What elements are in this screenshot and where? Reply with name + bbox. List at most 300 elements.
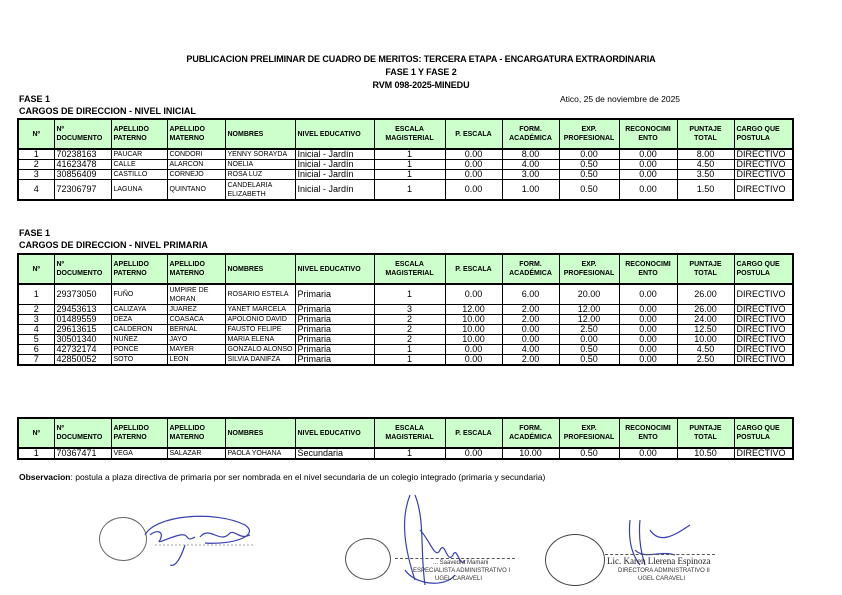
cell-exp-profesional: 0.00 [559,149,619,160]
header-label: ENTO [638,434,658,441]
col-escala-magisterial [374,119,445,149]
header-label: Nº [56,261,65,268]
cell-exp-profesional: 0.50 [559,180,619,201]
col-documento [54,254,111,284]
cell-reconocimiento: 0.00 [619,160,677,170]
header-label: Nº [32,429,41,437]
header-label: CARGO QUE [736,425,780,432]
table-nivel-primaria [17,253,794,366]
cell-nivel-educativo: Primaria [295,355,374,366]
cell-cargo-postula: DIRECTIVO [734,355,793,366]
header-label: RECONOCIMI [625,261,671,268]
cell-puntaje-total: 12.50 [677,325,734,335]
cell-nivel-educativo: Primaria [295,325,374,335]
cell-apellido-materno: QUINTANO [167,180,225,201]
cell-form-academica: 3.00 [502,170,559,180]
table-row [18,305,793,315]
cell-documento: 29613615 [54,325,111,335]
cell-nombres: YANET MARCELA [225,305,295,315]
cell-reconocimiento: 0.00 [619,305,677,315]
cell-apellido-materno: CORNEJO [167,170,225,180]
header-label: PROFESIONAL [563,270,615,277]
cell-documento: 01489559 [54,315,111,325]
col-cargo-postula [734,254,793,284]
cell-form-academica: 10.00 [502,448,559,459]
header-label: DOCUMENTO [56,434,103,441]
cell-exp-profesional: 20.00 [559,284,619,305]
header-label: CARGO QUE [736,126,780,133]
table-nivel-inicial [17,118,794,201]
signer-2-role: ESPECIALISTA ADMINISTRATIVO I [413,568,511,574]
cell-reconocimiento: 0.00 [619,170,677,180]
table-row [18,160,793,170]
cell-reconocimiento: 0.00 [619,180,677,201]
cell-exp-profesional: 0.50 [559,160,619,170]
cell-apellido-paterno: CALLE [111,160,167,170]
cell-reconocimiento: 0.00 [619,284,677,305]
col-reconocimiento [619,418,677,448]
cell-nivel-educativo: Primaria [295,335,374,345]
header-label: APELLIDO [169,261,205,268]
table-row [18,335,793,345]
cell-exp-profesional: 0.50 [559,170,619,180]
header-label: Nº [32,265,41,273]
header-label: PROFESIONAL [563,135,615,142]
cell-apellido-materno: COASACA [167,315,225,325]
cell-apellido-materno: JAYO [167,335,225,345]
header-label: ACADÉMICA [509,135,552,142]
cell-nombres: FAUSTO FELIPE [225,325,295,335]
header-label: MATERNO [169,270,205,277]
cell-n: 1 [18,284,54,305]
cell-puntaje-total: 4.50 [677,160,734,170]
table-row [18,284,793,305]
header-label: POSTULA [736,270,770,277]
cell-puntaje-total: 1.50 [677,180,734,201]
cell-n: 5 [18,335,54,345]
header-label: ESCALA [395,261,424,268]
section-2-phase: FASE 1 [19,228,51,238]
table-header-row [18,254,793,284]
cell-escala-magisterial: 1 [374,448,445,459]
cell-nombres: APOLONIO DAVID [225,315,295,325]
handwritten-signature-icon [385,490,475,590]
cell-puntaje-total: 26.00 [677,305,734,315]
table-row [18,180,793,201]
cell-reconocimiento: 0.00 [619,325,677,335]
document-subtitle: FASE 1 Y FASE 2 [385,67,457,77]
header-label: ENTO [638,270,658,277]
table-row [18,448,793,459]
cell-exp-profesional: 0.50 [559,448,619,459]
header-label: MATERNO [169,434,205,441]
cell-n: 6 [18,345,54,355]
col-apellido-materno [167,418,225,448]
cell-reconocimiento: 0.00 [619,345,677,355]
signer-3-role: DIRECTORA ADMINISTRATIVO II [618,568,710,574]
header-label: DOCUMENTO [56,270,103,277]
document-date: Atico, 25 de noviembre de 2025 [560,94,681,104]
document-title: PUBLICACION PRELIMINAR DE CUADRO DE MERITOS: TERCERA ETAPA - ENCARGATURA EXTRAORDINARIA [186,54,656,64]
cell-documento: 70367471 [54,448,111,459]
signature-block-3 [540,520,720,595]
cell-nivel-educativo: Inicial - Jardín [295,180,374,201]
cell-escala-magisterial: 1 [374,149,445,160]
col-p-escala [445,418,502,448]
cell-nombres: YENNY SORAYDA [225,149,295,160]
signature-block-1 [95,505,265,575]
col-nombres [225,119,295,149]
cell-escala-magisterial: 2 [374,335,445,345]
cell-form-academica: 8.00 [502,149,559,160]
cell-reconocimiento: 0.00 [619,149,677,160]
col-exp-profesional [559,254,619,284]
col-nivel-educativo [295,119,374,149]
table-row [18,325,793,335]
header-label: APELLIDO [113,425,149,432]
cell-escala-magisterial: 1 [374,180,445,201]
table-row [18,355,793,366]
cell-nombres: GONZALO ALONSO [225,345,295,355]
col-escala-magisterial [374,254,445,284]
table-header-row [18,418,793,448]
header-label: NIVEL EDUCATIVO [297,429,361,437]
header-label: Nº [56,126,65,133]
header-label: POSTULA [736,135,770,142]
cell-puntaje-total: 8.00 [677,149,734,160]
col-apellido-paterno [111,254,167,284]
cell-apellido-materno: BERNAL [167,325,225,335]
cell-nivel-educativo: Primaria [295,315,374,325]
cell-reconocimiento: 0.00 [619,315,677,325]
col-reconocimiento [619,119,677,149]
cell-cargo-postula: DIRECTIVO [734,160,793,170]
cell-escala-magisterial: 1 [374,345,445,355]
cell-puntaje-total: 24.00 [677,315,734,325]
cell-p-escala: 10.00 [445,325,502,335]
cell-documento: 30856409 [54,170,111,180]
cell-puntaje-total: 2.50 [677,355,734,366]
col-documento [54,119,111,149]
cell-form-academica: 0.00 [502,325,559,335]
cell-cargo-postula: DIRECTIVO [734,315,793,325]
cell-form-academica: 2.00 [502,305,559,315]
header-label: MAGISTERIAL [385,434,434,441]
col-nivel-educativo [295,254,374,284]
cell-p-escala: 0.00 [445,180,502,201]
cell-escala-magisterial: 1 [374,160,445,170]
cell-form-academica: 1.00 [502,180,559,201]
cell-apellido-paterno: NUÑEZ [111,335,167,345]
cell-nombres: PAOLA YOHANA [225,448,295,459]
col-apellido-materno [167,254,225,284]
cell-puntaje-total: 3.50 [677,170,734,180]
col-reconocimiento [619,254,677,284]
header-label: NIVEL EDUCATIVO [297,130,361,138]
col-apellido-paterno [111,418,167,448]
cell-form-academica: 6.00 [502,284,559,305]
header-label: APELLIDO [113,261,149,268]
cell-escala-magisterial: 2 [374,315,445,325]
cell-puntaje-total: 26.00 [677,284,734,305]
cell-n: 3 [18,170,54,180]
cell-exp-profesional: 0.50 [559,345,619,355]
col-documento [54,418,111,448]
cell-cargo-postula: DIRECTIVO [734,335,793,345]
cell-apellido-paterno: CALDERON [111,325,167,335]
table-row [18,315,793,325]
cell-apellido-materno: SALAZAR [167,448,225,459]
header-label: TOTAL [694,434,717,441]
observation-label: Observacion [19,472,71,482]
cell-puntaje-total: 10.00 [677,335,734,345]
cell-form-academica: 2.00 [502,355,559,366]
header-label: PATERNO [113,434,147,441]
table-secundaria [17,417,794,460]
cell-p-escala: 0.00 [445,345,502,355]
header-label: MATERNO [169,135,205,142]
cell-n: 4 [18,180,54,201]
cell-n: 3 [18,315,54,325]
col-nombres [225,418,295,448]
header-label: APELLIDO [169,425,205,432]
header-label: EXP. [581,425,597,432]
cell-apellido-paterno: VEGA [111,448,167,459]
table-row [18,170,793,180]
col-p-escala [445,119,502,149]
cell-apellido-paterno: SOTO [111,355,167,366]
cell-cargo-postula: DIRECTIVO [734,448,793,459]
cell-apellido-paterno: CASTILLO [111,170,167,180]
cell-p-escala: 10.00 [445,315,502,325]
signer-3-org: UGEL CARAVELI [638,576,686,582]
official-seal-icon [545,534,605,586]
cell-exp-profesional: 0.50 [559,355,619,366]
signer-2-name: ... Saavedra Mamani [433,560,489,566]
header-label: FORM. [519,425,542,432]
col-apellido-paterno [111,119,167,149]
signature-line [605,554,715,555]
cell-n: 1 [18,149,54,160]
col-p-escala [445,254,502,284]
col-form-academica [502,254,559,284]
cell-cargo-postula: DIRECTIVO [734,284,793,305]
cell-exp-profesional: 12.00 [559,315,619,325]
cell-nombres: SILVIA DANIFZA [225,355,295,366]
header-label: Nº [56,425,65,432]
cell-escala-magisterial: 3 [374,305,445,315]
cell-form-academica: 0.00 [502,335,559,345]
table-header-row [18,119,793,149]
cell-apellido-paterno: LAGUNA [111,180,167,201]
resolution-number: RVM 098-2025-MINEDU [372,80,470,90]
col-n [18,119,54,149]
cell-cargo-postula: DIRECTIVO [734,149,793,160]
cell-p-escala: 12.00 [445,305,502,315]
cell-nombres: ROSARIO ESTELA [225,284,295,305]
col-nivel-educativo [295,418,374,448]
col-apellido-materno [167,119,225,149]
cell-p-escala: 10.00 [445,335,502,345]
cell-documento: 41623478 [54,160,111,170]
table-row [18,149,793,160]
cell-reconocimiento: 0.00 [619,448,677,459]
cell-cargo-postula: DIRECTIVO [734,170,793,180]
cell-apellido-materno: UMPIRE DE MORAN [167,284,225,305]
header-label: TOTAL [694,270,717,277]
cell-escala-magisterial: 1 [374,284,445,305]
header-label: POSTULA [736,434,770,441]
cell-cargo-postula: DIRECTIVO [734,305,793,315]
header-label: NOMBRES [227,265,264,273]
cell-reconocimiento: 0.00 [619,355,677,366]
signer-3-name: Lic. Karen Llerena Espinoza [607,556,711,566]
header-label: DOCUMENTO [56,135,103,142]
header-label: EXP. [581,261,597,268]
cell-nivel-educativo: Inicial - Jardín [295,149,374,160]
header-label: RECONOCIMI [625,425,671,432]
header-label: PATERNO [113,270,147,277]
cell-apellido-paterno: DEZA [111,315,167,325]
cell-apellido-paterno: FUÑO [111,284,167,305]
header-label: APELLIDO [169,126,205,133]
col-cargo-postula [734,119,793,149]
cell-reconocimiento: 0.00 [619,335,677,345]
header-label: PATERNO [113,135,147,142]
cell-escala-magisterial: 2 [374,325,445,335]
cell-escala-magisterial: 1 [374,355,445,366]
header-label: Nº [32,130,41,138]
cell-exp-profesional: 2.50 [559,325,619,335]
cell-nivel-educativo: Inicial - Jardín [295,170,374,180]
header-label: FORM. [519,126,542,133]
cell-p-escala: 0.00 [445,170,502,180]
header-label: ACADÉMICA [509,434,552,441]
header-label: EXP. [581,126,597,133]
header-label: MAGISTERIAL [385,135,434,142]
cell-documento: 42850052 [54,355,111,366]
observation-note [19,472,545,482]
signer-2-org: UGEL CARAVELI [435,576,483,582]
section-1-heading: CARGOS DE DIRECCION - NIVEL INICIAL [19,106,196,116]
cell-p-escala: 0.00 [445,284,502,305]
header-label: RECONOCIMI [625,126,671,133]
header-label: MAGISTERIAL [385,270,434,277]
header-label: PROFESIONAL [563,434,615,441]
cell-nivel-educativo: Primaria [295,305,374,315]
cell-cargo-postula: DIRECTIVO [734,325,793,335]
handwritten-signature-icon [125,505,265,575]
section-2-heading: CARGOS DE DIRECCION - NIVEL PRIMARIA [19,240,208,250]
cell-nivel-educativo: Primaria [295,345,374,355]
header-label: PUNTAJE [689,261,722,268]
cell-nivel-educativo: Secundaria [295,448,374,459]
cell-form-academica: 2.00 [502,315,559,325]
col-form-academica [502,119,559,149]
header-label: P. ESCALA [455,265,492,273]
col-n [18,418,54,448]
cell-form-academica: 4.00 [502,345,559,355]
cell-p-escala: 0.00 [445,355,502,366]
header-label: PUNTAJE [689,126,722,133]
cell-apellido-paterno: CALIZAYA [111,305,167,315]
header-label: ENTO [638,135,658,142]
cell-p-escala: 0.00 [445,448,502,459]
header-label: NIVEL EDUCATIVO [297,265,361,273]
cell-apellido-materno: MAYER [167,345,225,355]
header-label: FORM. [519,261,542,268]
header-label: P. ESCALA [455,130,492,138]
col-exp-profesional [559,418,619,448]
cell-documento: 72306797 [54,180,111,201]
cell-nivel-educativo: Primaria [295,284,374,305]
cell-n: 1 [18,448,54,459]
col-form-academica [502,418,559,448]
cell-documento: 29453613 [54,305,111,315]
section-1-phase: FASE 1 [19,94,51,104]
header-label: NOMBRES [227,130,264,138]
header-label: CARGO QUE [736,261,780,268]
cell-apellido-materno: JUAREZ [167,305,225,315]
cell-p-escala: 0.00 [445,149,502,160]
header-label: ACADÉMICA [509,270,552,277]
header-label: ESCALA [395,425,424,432]
header-label: TOTAL [694,135,717,142]
cell-exp-profesional: 12.00 [559,305,619,315]
signature-block-2 [345,490,530,590]
header-label: NOMBRES [227,429,264,437]
header-label: PUNTAJE [689,425,722,432]
cell-puntaje-total: 4.50 [677,345,734,355]
col-nombres [225,254,295,284]
header-label: APELLIDO [113,126,149,133]
col-exp-profesional [559,119,619,149]
cell-n: 4 [18,325,54,335]
col-cargo-postula [734,418,793,448]
cell-apellido-materno: CONDORI [167,149,225,160]
cell-puntaje-total: 10.50 [677,448,734,459]
cell-nombres: NOELIA [225,160,295,170]
cell-p-escala: 0.00 [445,160,502,170]
cell-documento: 29373050 [54,284,111,305]
cell-documento: 70238163 [54,149,111,160]
col-puntaje-total [677,254,734,284]
cell-nivel-educativo: Inicial - Jardín [295,160,374,170]
cell-apellido-paterno: PAUCAR [111,149,167,160]
cell-exp-profesional: 0.00 [559,335,619,345]
cell-escala-magisterial: 1 [374,170,445,180]
cell-cargo-postula: DIRECTIVO [734,345,793,355]
header-label: ESCALA [395,126,424,133]
cell-apellido-materno: ALARCON [167,160,225,170]
cell-nombres: ROSA LUZ [225,170,295,180]
cell-documento: 42732174 [54,345,111,355]
col-n [18,254,54,284]
col-puntaje-total [677,119,734,149]
cell-n: 7 [18,355,54,366]
table-row [18,345,793,355]
signature-line [395,558,515,559]
cell-apellido-paterno: PONCE [111,345,167,355]
cell-cargo-postula: DIRECTIVO [734,180,793,201]
observation-text: : postula a plaza directiva de primaria por ser nombrada en el nivel secundaria de un colegio integrado (primaria y secundaria) [70,472,546,482]
cell-form-academica: 4.00 [502,160,559,170]
cell-n: 2 [18,160,54,170]
cell-n: 2 [18,305,54,315]
cell-nombres: CANDELARIA ELIZABETH [225,180,295,201]
cell-documento: 30501340 [54,335,111,345]
header-label: P. ESCALA [455,429,492,437]
